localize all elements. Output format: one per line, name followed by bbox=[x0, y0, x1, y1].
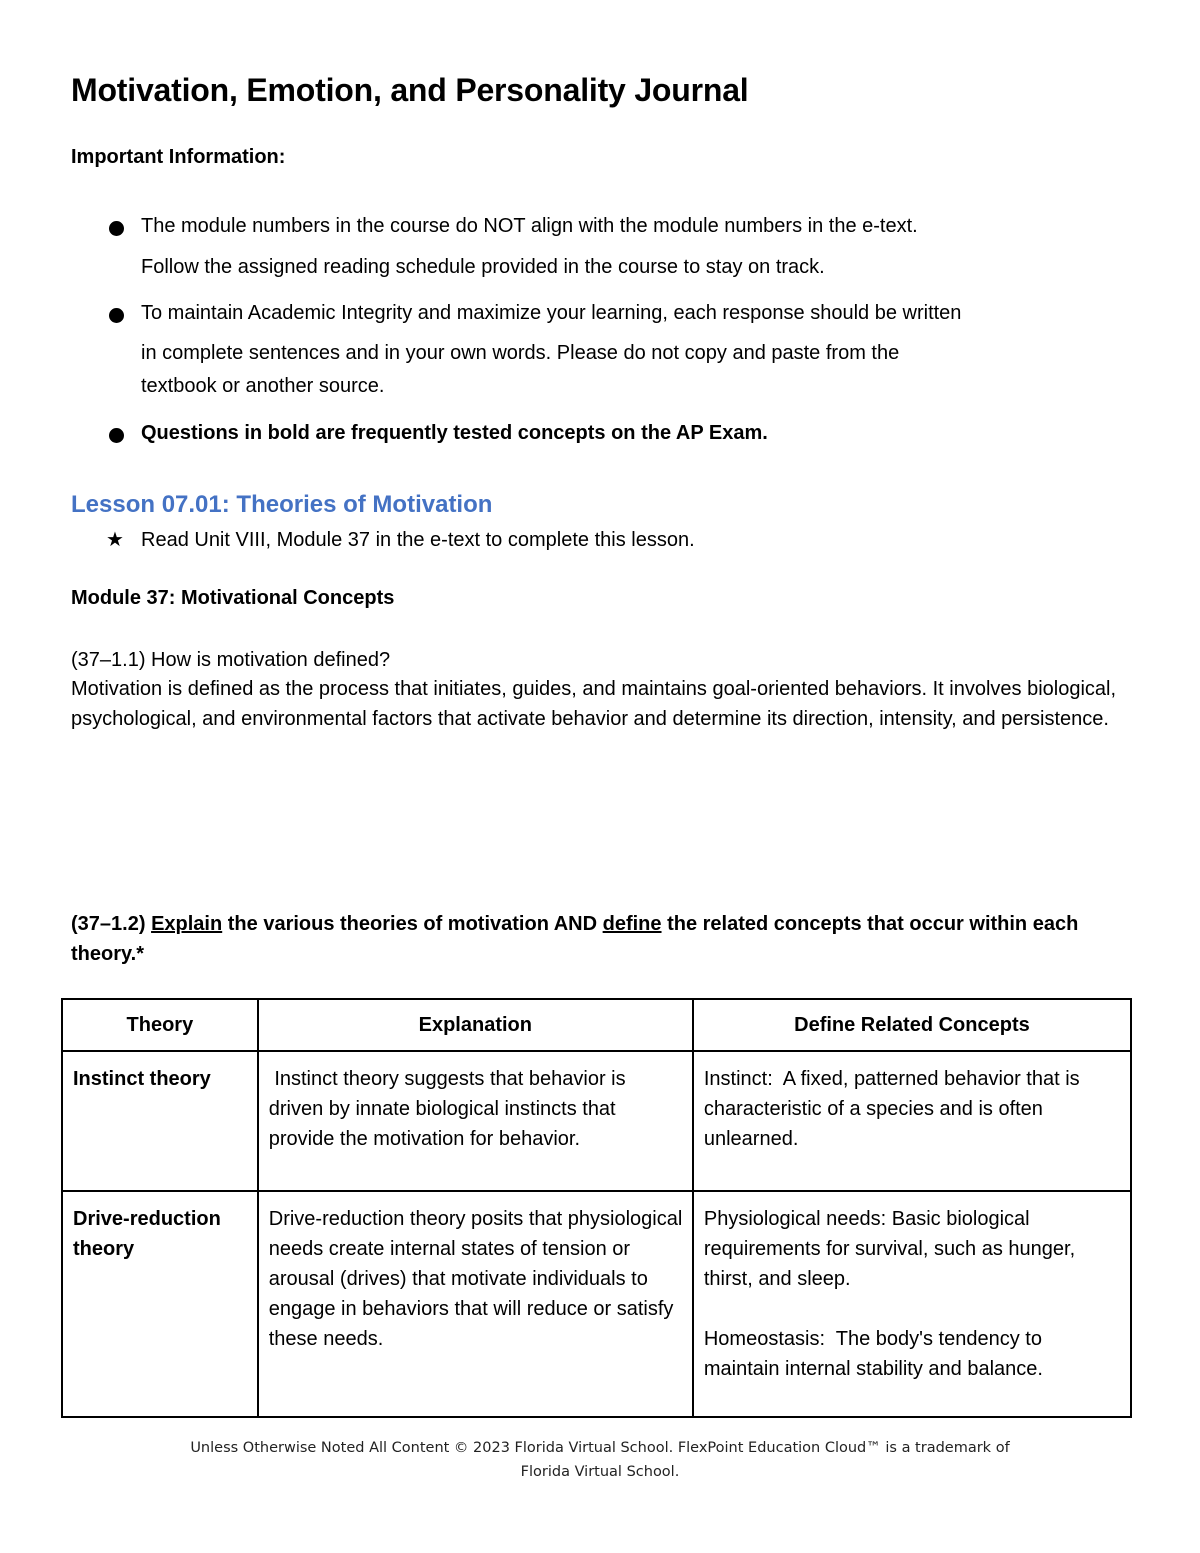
bullet-dot bbox=[109, 308, 124, 323]
question-2-word-define: define bbox=[602, 913, 662, 935]
bullet-dot bbox=[109, 221, 124, 236]
footer-line-1: Unless Otherwise Noted All Content © 2023 Florida Virtual School. FlexPoint Education Cloud™ is a trademark of bbox=[190, 1440, 1010, 1456]
lesson-star-note: Read Unit VIII, Module 37 in the e-text to complete this lesson. bbox=[141, 529, 695, 551]
lesson-title: Lesson 07.01: Theories of Motivation bbox=[71, 491, 493, 518]
concepts-cell bbox=[693, 1191, 1131, 1417]
table-header-row bbox=[62, 999, 1131, 1051]
question-2-prefix: (37–1.2) bbox=[71, 913, 152, 935]
question-2-word-explain: Explain bbox=[151, 913, 223, 935]
table-row bbox=[62, 1191, 1131, 1417]
footer-line-2: Florida Virtual School. bbox=[520, 1464, 680, 1480]
theory-cell: Drive-reduction theory bbox=[62, 1191, 258, 1417]
explanation-cell: Instinct theory suggests that behavior is driven by innate biological instincts that provide the motivation for behavior. bbox=[258, 1051, 693, 1191]
question-2 bbox=[71, 909, 1131, 969]
bullet-2-line-2: in complete sentences and in your own words. Please do not copy and paste from the bbox=[141, 342, 900, 364]
header-concepts: Define Related Concepts bbox=[693, 999, 1131, 1051]
bullet-1-line-1: The module numbers in the course do NOT align with the module numbers in the e-text. bbox=[141, 215, 918, 237]
explanation-cell: Drive-reduction theory posits that physiological needs create internal states of tension or arousal (drives) that motivate individuals to engage in behaviors that will reduce or satisfy these needs. bbox=[258, 1191, 693, 1417]
footer bbox=[0, 1436, 1200, 1484]
concept-definition: Homeostasis: The body's tendency to maintain internal stability and balance. bbox=[703, 1328, 1048, 1380]
bullet-3-line-1: Questions in bold are frequently tested concepts on the AP Exam. bbox=[141, 422, 768, 444]
concept-definition: Instinct: A fixed, patterned behavior that is characteristic of a species and is often unlearned. bbox=[703, 1068, 1086, 1150]
question-1: (37–1.1) How is motivation defined? bbox=[71, 649, 391, 671]
question-2-suffix: the related concepts that occur within each theory.* bbox=[71, 913, 1079, 965]
theory-cell: Instinct theory bbox=[62, 1051, 258, 1191]
module-heading: Module 37: Motivational Concepts bbox=[71, 587, 395, 609]
concepts-cell bbox=[693, 1051, 1131, 1191]
concept-definition: Physiological needs: Basic biological requirements for survival, such as hunger, thirst, and sleep. bbox=[703, 1208, 1076, 1290]
important-info-heading: Important Information: bbox=[71, 146, 286, 168]
bullet-2-line-3: textbook or another source. bbox=[141, 375, 385, 397]
header-explanation: Explanation bbox=[258, 999, 693, 1051]
header-theory: Theory bbox=[62, 999, 258, 1051]
question-2-mid: the various theories of motivation AND bbox=[222, 913, 603, 935]
star-icon: ★ bbox=[106, 529, 124, 551]
bullet-1-line-2: Follow the assigned reading schedule provided in the course to stay on track. bbox=[141, 256, 825, 278]
answer-1: Motivation is defined as the process that initiates, guides, and maintains goal-oriented behaviors. It involves biological, psychological, and environmental factors that activate behavior and determine its direction, intensity, and persistence. bbox=[71, 678, 1117, 730]
bullet-dot bbox=[109, 428, 124, 443]
table-row bbox=[62, 1051, 1131, 1191]
bullet-2-line-1: To maintain Academic Integrity and maximize your learning, each response should be written bbox=[141, 302, 962, 324]
page-title: Motivation, Emotion, and Personality Journal bbox=[71, 72, 749, 108]
theories-table bbox=[61, 998, 1132, 1418]
